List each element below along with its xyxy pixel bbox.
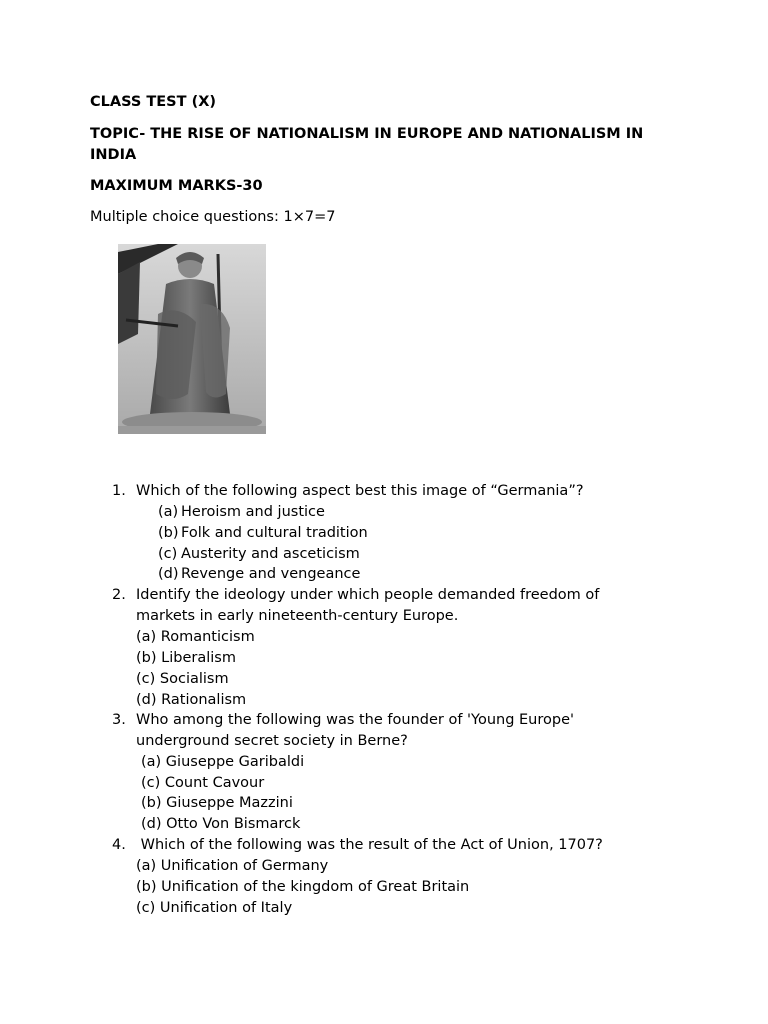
max-marks-heading: MAXIMUM MARKS-30 xyxy=(90,178,263,194)
question-4-option-a: (a) Unification of Germany xyxy=(136,858,329,874)
question-2-number: 2. xyxy=(112,587,126,603)
question-3-text-line-2: underground secret society in Berne? xyxy=(136,733,408,749)
question-3-number: 3. xyxy=(112,712,126,728)
topic-heading-line-1: TOPIC- THE RISE OF NATIONALISM IN EUROPE AND NATIONALISM IN xyxy=(90,126,644,142)
topic-heading-line-2: INDIA xyxy=(90,147,137,163)
question-4-option-c: (c) Unification of Italy xyxy=(136,900,293,916)
question-2-option-b: (b) Liberalism xyxy=(136,650,236,666)
question-1-text: Which of the following aspect best this image of “Germania”? xyxy=(136,483,584,499)
question-1-number: 1. xyxy=(112,483,126,499)
question-2-option-c: (c) Socialism xyxy=(136,671,229,687)
question-1-option-a: Heroism and justice xyxy=(181,504,325,520)
question-3-option-3: (b) Giuseppe Mazzini xyxy=(141,795,293,811)
question-4-number: 4. xyxy=(112,837,126,853)
question-3-option-2: (c) Count Cavour xyxy=(141,775,265,791)
question-1-option-d-label: (d) xyxy=(158,566,179,582)
question-3-option-4: (d) Otto Von Bismarck xyxy=(141,816,301,832)
mcq-intro: Multiple choice questions: 1×7=7 xyxy=(90,209,336,225)
germania-image xyxy=(118,244,266,434)
question-4-option-b: (b) Unification of the kingdom of Great Britain xyxy=(136,879,470,895)
question-1-option-a-label: (a) xyxy=(158,504,179,520)
class-test-heading: CLASS TEST (X) xyxy=(90,94,216,110)
question-1-option-b: Folk and cultural tradition xyxy=(181,525,368,541)
question-2-option-a: (a) Romanticism xyxy=(136,629,255,645)
question-2-option-d: (d) Rationalism xyxy=(136,692,247,708)
question-3-option-1: (a) Giuseppe Garibaldi xyxy=(141,754,305,770)
question-1-option-c-label: (c) xyxy=(158,546,178,562)
question-3-text-line-1: Who among the following was the founder of 'Young Europe' xyxy=(136,712,575,728)
question-1-option-c: Austerity and asceticism xyxy=(181,546,360,562)
question-4-text: Which of the following was the result of the Act of Union, 1707? xyxy=(136,837,603,853)
question-2-text-line-2: markets in early nineteenth-century Europe. xyxy=(136,608,459,624)
question-1-option-d: Revenge and vengeance xyxy=(181,566,361,582)
question-1-option-b-label: (b) xyxy=(158,525,179,541)
question-2-text-line-1: Identify the ideology under which people demanded freedom of xyxy=(136,587,600,603)
